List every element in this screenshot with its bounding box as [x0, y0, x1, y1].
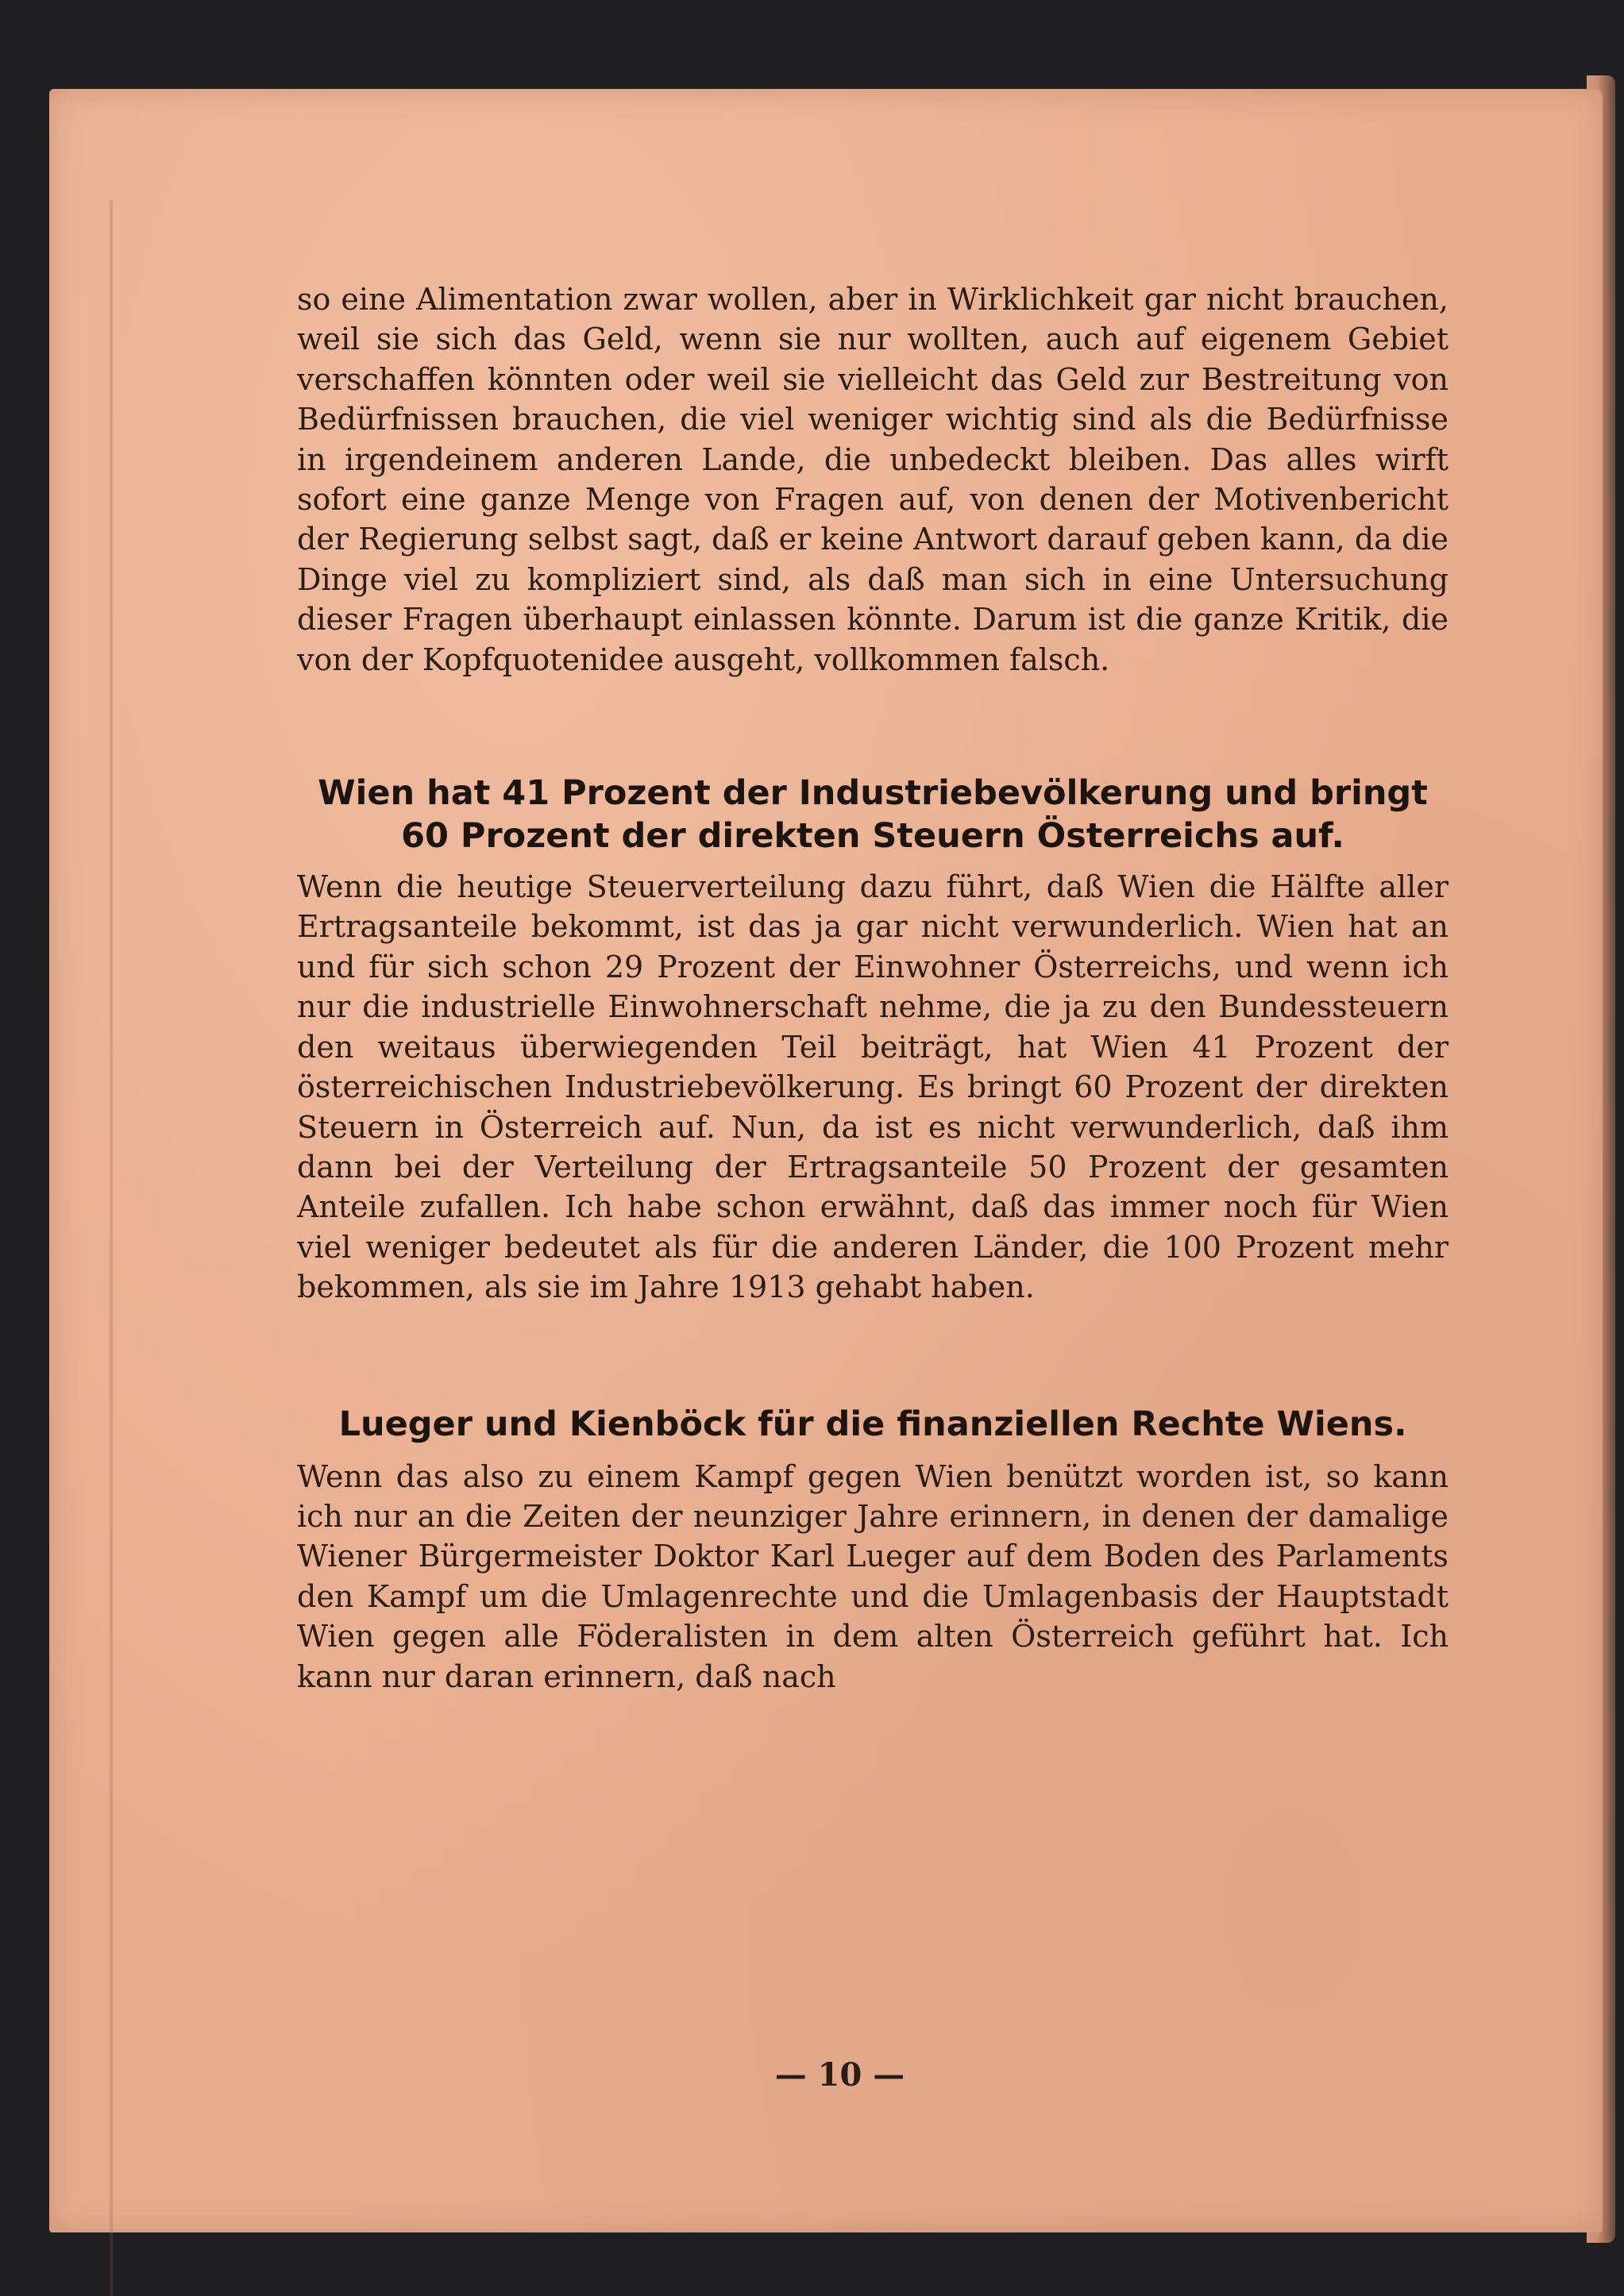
- page-text-block: [297, 279, 1448, 1697]
- section-heading-2: Lueger und Kienböck für die finanziellen Rechte Wiens.: [338, 1404, 1407, 1444]
- section-heading-1: Wien hat 41 Prozent der Industriebevölkerung und bringt 60 Prozent der direkten Steuern Österreichs auf.: [318, 773, 1428, 857]
- paragraph-2: Wenn die heutige Steuerverteilung dazu führt, daß Wien die Hälfte aller Ertragsanteile bekommt, ist das ja gar nicht verwunderlich. Wien hat an und für sich schon 29 Prozent der Einwohner Österreichs, und wenn ich nur die industrielle Einwohnerschaft nehme, die ja zu den Bundessteuern den weitaus überwiegenden Teil beiträgt, hat Wien 41 Prozent der österreichischen Industriebevölkerung. Es bringt 60 Prozent der direkten Steuern in Österreich auf. Nun, da ist es nicht verwunderlich, daß ihm dann bei der Verteilung der Ertragsanteile 50 Prozent der gesamten Anteile zufallen. Ich habe schon erwähnt, daß das immer noch für Wien viel weniger bedeutet als für die anderen Länder, die 100 Prozent mehr bekommen, als sie im Jahre 1913 gehabt haben.: [297, 869, 1448, 1305]
- paragraph-1: so eine Alimentation zwar wollen, aber in Wirklichkeit gar nicht brauchen, weil sie sich das Geld, wenn sie nur wollten, auch auf eigenem Gebiet verschaffen könnten oder weil sie vielleicht das Geld zur Bestreitung von Bedürfnissen brauchen, die viel weniger wichtig sind als die Bedürfnisse in irgendeinem anderen Lande, die unbedeckt bleiben. Das alles wirft sofort eine ganze Menge von Fragen auf, von denen der Motivenbericht der Regierung selbst sagt, daß er keine Antwort darauf geben kann, da die Dinge viel zu kompliziert sind, als daß man sich in eine Untersuchung dieser Fragen überhaupt einlassen könnte. Darum ist die ganze Kritik, die von der Kopfquotenidee ausgeht, vollkommen falsch.: [297, 282, 1448, 677]
- spine-crease: [110, 200, 113, 2296]
- page-number: — 10 —: [774, 2056, 905, 2094]
- paragraph-3: Wenn das also zu einem Kampf gegen Wien benützt worden ist, so kann ich nur an die Zeiten der neunziger Jahre erinnern, in denen der damalige Wiener Bürgermeister Doktor Karl Lueger auf dem Boden des Parlaments den Kampf um die Umlagenrechte und die Umlagenbasis der Hauptstadt Wien gegen alle Föderalisten in dem alten Österreich geführt hat. Ich kann nur daran erinnern, daß nach: [297, 1458, 1448, 1694]
